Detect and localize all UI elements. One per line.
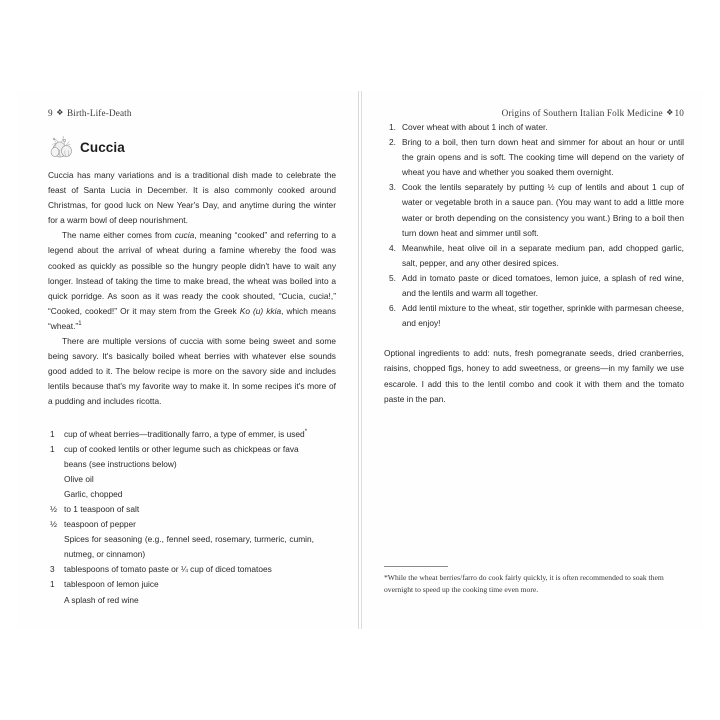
- step-text: Add in tomato paste or diced tomatoes, lemon juice, a splash of red wine, and the lentils and warm all together.: [402, 272, 684, 299]
- optional-ingredients-paragraph: Optional ingredients to add: nuts, fresh pomegranate seeds, dried cranberries, raisins, chopped figs, honey to add sweetness, or greens—in my family we use escarole. I add this to the lentil combo and cook it with them and the tomato paste in the pan.: [384, 348, 684, 404]
- ingredient-text: Spices for seasoning (e.g., fennel seed, rosemary, turmeric, cumin, nutmeg, or cinnamon): [64, 534, 314, 560]
- instruction-step: [384, 120, 684, 135]
- ingredient-item: [48, 427, 336, 442]
- para2-italic-cucia: cucia: [174, 230, 195, 241]
- step-number: 5.: [389, 272, 396, 283]
- left-running-head: [48, 108, 336, 120]
- instruction-step: [384, 241, 684, 271]
- step-text: Cook the lentils separately by putting ½ cup of lentils and about 1 cup of water or vegetable broth in a sauce pan. (You may want to add a little more water or broth depending on the consistency you want.) Bring to a boil then turn down heat and simmer until soft.: [402, 182, 684, 238]
- step-text: Meanwhile, heat olive oil in a separate medium pan, add chopped garlic, salt, pepper, and any other desired spices.: [402, 242, 684, 268]
- ingredient-quantity: [48, 532, 64, 562]
- ingredient-text: Olive oil: [64, 473, 94, 484]
- ingredient-item: [48, 487, 336, 502]
- ingredient-text: cup of cooked lentils or other legume such as chickpeas or fava beans (see instructions below): [64, 443, 299, 469]
- ingredient-item: [48, 532, 336, 562]
- ingredient-text: to 1 teaspoon of salt: [64, 503, 140, 514]
- step-number: 1.: [389, 122, 396, 132]
- instruction-steps-list: [384, 120, 684, 331]
- ingredients-list: [48, 427, 336, 608]
- right-page: [362, 91, 702, 629]
- ingredient-text: teaspoon of pepper: [64, 519, 136, 530]
- para2-part-c: , which means “wheat.”: [48, 305, 336, 331]
- ingredient-quantity: 1: [50, 443, 55, 454]
- ingredient-text-value: cup of wheat berries—traditionally farro, a type of emmer, is used: [64, 428, 305, 439]
- right-running-head: [384, 108, 684, 120]
- ingredient-item: [48, 577, 336, 592]
- ingredient-quantity: ½: [50, 519, 57, 530]
- step-text: Cover wheat with about 1 inch of water.: [402, 122, 548, 132]
- ingredient-text: Garlic, chopped: [64, 488, 123, 499]
- step-number: 4.: [389, 242, 396, 253]
- ingredient-text: [64, 427, 336, 442]
- para2-part-b: , meaning “cooked” and referring to a legend about the arrival of wheat during a famine whereby the food was cooked as quickly as possible so the hungry people didn't have to wait any longer. Instead of taking the time to make bread, the wheat was boiled into a quick porridge. As soon as it was ready the cook shouted, “Cucia, cucia!,” “Cooked, cooked!” Or it may stem from the Greek: [48, 230, 336, 316]
- footnote-text: *While the wheat berries/farro do cook fairly quickly, it is often recommended to soak them overnight to speed up the cooking time even more.: [384, 573, 664, 594]
- ingredient-item: [48, 562, 336, 577]
- left-page: [18, 91, 359, 629]
- ingredient-quantity: ½: [50, 503, 57, 514]
- ingredient-quantity: [48, 472, 64, 487]
- instruction-step: [384, 180, 684, 240]
- ingredient-item: [48, 502, 336, 517]
- ingredient-quantity: [48, 487, 64, 502]
- garlic-bulb-icon: [48, 134, 75, 160]
- ingredient-quantity: 3: [50, 564, 55, 575]
- intro-paragraph-1: Cuccia has many variations and is a traditional dish made to celebrate the feast of Santa Lucia in December. It is also commonly cooked around Christmas, for good luck on New Year's Day, and anytime during the winter for a warm bowl of deep nourishment.: [48, 170, 336, 226]
- right-page-folio: 10: [674, 108, 684, 118]
- ingredient-text: tablespoon of lemon juice: [64, 579, 159, 590]
- recipe-heading: [48, 134, 336, 160]
- footnote-reference-marker: 1: [78, 321, 82, 328]
- step-text: Bring to a boil, then turn down heat and simmer for about an hour or until the grain opens and is soft. The cooking time will depend on the variety of wheat you have and whether you soaked them overnight.: [402, 137, 684, 178]
- recipe-title: Cuccia: [80, 139, 125, 155]
- footnote-rule: [384, 566, 448, 567]
- para2-italic-greek: Ko (u) kkia: [239, 305, 282, 316]
- instruction-step: [384, 271, 684, 301]
- step-text: Add lentil mixture to the wheat, stir together, sprinkle with parmesan cheese, and enjoy!: [402, 303, 684, 329]
- ingredient-quantity: 1: [50, 579, 55, 590]
- step-number: 2.: [389, 137, 396, 148]
- right-running-head-title: Origins of Southern Italian Folk Medicine: [501, 108, 663, 118]
- step-number: 3.: [389, 182, 396, 193]
- ingredient-item: [48, 517, 336, 532]
- left-running-head-title: Birth-Life-Death: [66, 108, 132, 118]
- step-number: 6.: [389, 303, 396, 314]
- para2-part-a: The name either comes from: [62, 230, 175, 241]
- ingredient-item: [48, 472, 336, 487]
- ingredient-text: A splash of red wine: [64, 594, 139, 605]
- ingredient-text: tablespoons of tomato paste or ¼ cup of diced tomatoes: [64, 564, 272, 575]
- intro-paragraph-2: [48, 228, 336, 334]
- ingredient-item: [48, 593, 336, 608]
- ingredient-quantity: [48, 593, 64, 608]
- diamond-separator-icon: ❖: [666, 108, 674, 117]
- intro-paragraph-3: There are multiple versions of cuccia with some being sweet and some being savory. It's basically boiled wheat berries with whatever else sounds good added to it. The below recipe is more on the savory side and includes lentils because that's my favorite way to make it. In some recipes it's more of a pudding and includes ricotta.: [48, 336, 336, 407]
- footnote-block: [384, 566, 684, 595]
- open-book: [18, 91, 702, 629]
- left-page-folio: 9: [48, 108, 53, 118]
- ingredient-quantity: 1: [50, 428, 55, 439]
- ingredient-footnote-marker: *: [304, 428, 308, 435]
- instruction-step: [384, 301, 684, 331]
- diamond-separator-icon: ❖: [56, 108, 64, 117]
- instruction-step: [384, 135, 684, 180]
- ingredient-item: [48, 442, 336, 472]
